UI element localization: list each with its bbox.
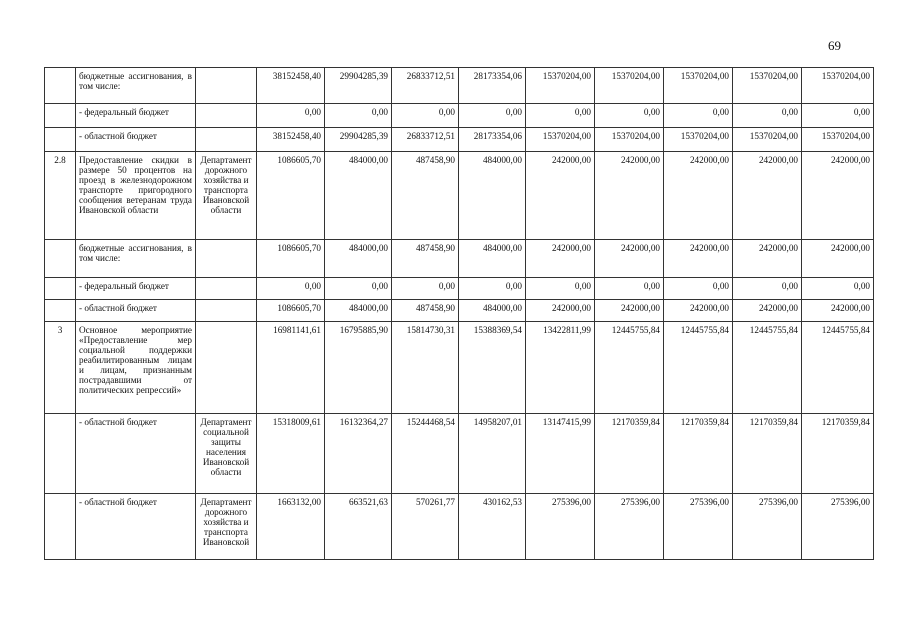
table-row bbox=[45, 128, 874, 152]
row-number: 2.8 bbox=[45, 152, 76, 240]
row-number bbox=[45, 68, 76, 104]
value-cell: 15370204,00 bbox=[802, 128, 874, 152]
row-executor: Департамент дорожного хозяйства и транспорта Ивановской bbox=[196, 494, 257, 560]
row-name: - федеральный бюджет bbox=[76, 278, 196, 300]
value-cell: 242000,00 bbox=[664, 300, 733, 322]
row-executor bbox=[196, 68, 257, 104]
row-executor bbox=[196, 104, 257, 128]
value-cell: 0,00 bbox=[392, 104, 459, 128]
row-number bbox=[45, 494, 76, 560]
table-row bbox=[45, 68, 874, 104]
value-cell: 275396,00 bbox=[526, 494, 595, 560]
table-row bbox=[45, 414, 874, 494]
table-row bbox=[45, 494, 874, 560]
value-cell: 38152458,40 bbox=[257, 68, 325, 104]
table-row bbox=[45, 240, 874, 278]
value-cell: 0,00 bbox=[664, 104, 733, 128]
value-cell: 15370204,00 bbox=[733, 68, 802, 104]
value-cell: 16795885,90 bbox=[325, 322, 392, 414]
value-cell: 16132364,27 bbox=[325, 414, 392, 494]
value-cell: 242000,00 bbox=[595, 240, 664, 278]
table-row bbox=[45, 104, 874, 128]
value-cell: 12170359,84 bbox=[595, 414, 664, 494]
value-cell: 275396,00 bbox=[802, 494, 874, 560]
value-cell: 13147415,99 bbox=[526, 414, 595, 494]
value-cell: 242000,00 bbox=[595, 152, 664, 240]
value-cell: 28173354,06 bbox=[459, 68, 526, 104]
value-cell: 242000,00 bbox=[526, 300, 595, 322]
value-cell: 12445755,84 bbox=[664, 322, 733, 414]
row-executor: Департамент социальной защиты населения Ивановской области bbox=[196, 414, 257, 494]
value-cell: 0,00 bbox=[526, 104, 595, 128]
value-cell: 487458,90 bbox=[392, 300, 459, 322]
row-name: - областной бюджет bbox=[76, 494, 196, 560]
row-executor bbox=[196, 300, 257, 322]
value-cell: 0,00 bbox=[733, 278, 802, 300]
value-cell: 484000,00 bbox=[459, 152, 526, 240]
value-cell: 242000,00 bbox=[733, 240, 802, 278]
row-number bbox=[45, 128, 76, 152]
value-cell: 1086605,70 bbox=[257, 152, 325, 240]
row-name: - областной бюджет bbox=[76, 300, 196, 322]
value-cell: 242000,00 bbox=[802, 240, 874, 278]
row-number bbox=[45, 104, 76, 128]
value-cell: 663521,63 bbox=[325, 494, 392, 560]
value-cell: 242000,00 bbox=[526, 240, 595, 278]
row-executor bbox=[196, 322, 257, 414]
value-cell: 0,00 bbox=[325, 278, 392, 300]
value-cell: 0,00 bbox=[595, 278, 664, 300]
value-cell: 275396,00 bbox=[595, 494, 664, 560]
value-cell: 242000,00 bbox=[802, 300, 874, 322]
value-cell: 15370204,00 bbox=[733, 128, 802, 152]
row-name: бюджетные ассигнования, в том числе: bbox=[76, 68, 196, 104]
value-cell: 28173354,06 bbox=[459, 128, 526, 152]
value-cell: 487458,90 bbox=[392, 240, 459, 278]
value-cell: 1086605,70 bbox=[257, 300, 325, 322]
value-cell: 0,00 bbox=[459, 278, 526, 300]
row-executor bbox=[196, 128, 257, 152]
value-cell: 275396,00 bbox=[664, 494, 733, 560]
row-executor bbox=[196, 240, 257, 278]
page-number: 69 bbox=[828, 38, 841, 53]
value-cell: 275396,00 bbox=[733, 494, 802, 560]
value-cell: 26833712,51 bbox=[392, 128, 459, 152]
value-cell: 484000,00 bbox=[325, 300, 392, 322]
value-cell: 15370204,00 bbox=[664, 68, 733, 104]
row-name: - областной бюджет bbox=[76, 128, 196, 152]
table-row bbox=[45, 278, 874, 300]
value-cell: 15318009,61 bbox=[257, 414, 325, 494]
value-cell: 242000,00 bbox=[526, 152, 595, 240]
table-row bbox=[45, 300, 874, 322]
value-cell: 484000,00 bbox=[459, 240, 526, 278]
value-cell: 570261,77 bbox=[392, 494, 459, 560]
value-cell: 0,00 bbox=[459, 104, 526, 128]
value-cell: 38152458,40 bbox=[257, 128, 325, 152]
value-cell: 26833712,51 bbox=[392, 68, 459, 104]
row-name: - федеральный бюджет bbox=[76, 104, 196, 128]
value-cell: 242000,00 bbox=[733, 152, 802, 240]
row-executor bbox=[196, 278, 257, 300]
value-cell: 0,00 bbox=[257, 104, 325, 128]
row-number bbox=[45, 300, 76, 322]
row-number bbox=[45, 278, 76, 300]
value-cell: 12170359,84 bbox=[664, 414, 733, 494]
value-cell: 242000,00 bbox=[664, 240, 733, 278]
value-cell: 13422811,99 bbox=[526, 322, 595, 414]
value-cell: 484000,00 bbox=[459, 300, 526, 322]
value-cell: 1663132,00 bbox=[257, 494, 325, 560]
row-number bbox=[45, 240, 76, 278]
value-cell: 14958207,01 bbox=[459, 414, 526, 494]
table-row bbox=[45, 152, 874, 240]
value-cell: 0,00 bbox=[802, 104, 874, 128]
value-cell: 0,00 bbox=[257, 278, 325, 300]
value-cell: 0,00 bbox=[802, 278, 874, 300]
value-cell: 12445755,84 bbox=[733, 322, 802, 414]
row-executor: Департамент дорожного хозяйства и транспорта Ивановской области bbox=[196, 152, 257, 240]
value-cell: 12170359,84 bbox=[802, 414, 874, 494]
value-cell: 15388369,54 bbox=[459, 322, 526, 414]
value-cell: 15370204,00 bbox=[595, 128, 664, 152]
row-name: - областной бюджет bbox=[76, 414, 196, 494]
table-row bbox=[45, 322, 874, 414]
value-cell: 430162,53 bbox=[459, 494, 526, 560]
value-cell: 242000,00 bbox=[664, 152, 733, 240]
row-name: Предоставление скидки в размере 50 процентов на проезд в железнодорожном транспорте пригородного сообщения ветеранам труда Ивановской области bbox=[76, 152, 196, 240]
value-cell: 15370204,00 bbox=[526, 128, 595, 152]
value-cell: 29904285,39 bbox=[325, 128, 392, 152]
value-cell: 0,00 bbox=[595, 104, 664, 128]
value-cell: 15814730,31 bbox=[392, 322, 459, 414]
value-cell: 16981141,61 bbox=[257, 322, 325, 414]
value-cell: 242000,00 bbox=[595, 300, 664, 322]
value-cell: 15370204,00 bbox=[802, 68, 874, 104]
value-cell: 0,00 bbox=[325, 104, 392, 128]
value-cell: 12445755,84 bbox=[802, 322, 874, 414]
value-cell: 12170359,84 bbox=[733, 414, 802, 494]
row-number bbox=[45, 414, 76, 494]
value-cell: 487458,90 bbox=[392, 152, 459, 240]
value-cell: 0,00 bbox=[664, 278, 733, 300]
value-cell: 0,00 bbox=[392, 278, 459, 300]
value-cell: 484000,00 bbox=[325, 152, 392, 240]
row-name: Основное мероприятие «Предоставление мер социальной поддержки реабилитированным лицам и лицам, признанным пострадавшими от политических репрессий» bbox=[76, 322, 196, 414]
budget-table bbox=[44, 67, 874, 560]
value-cell: 484000,00 bbox=[325, 240, 392, 278]
value-cell: 15370204,00 bbox=[595, 68, 664, 104]
value-cell: 15244468,54 bbox=[392, 414, 459, 494]
value-cell: 1086605,70 bbox=[257, 240, 325, 278]
value-cell: 12445755,84 bbox=[595, 322, 664, 414]
value-cell: 29904285,39 bbox=[325, 68, 392, 104]
value-cell: 242000,00 bbox=[802, 152, 874, 240]
value-cell: 242000,00 bbox=[733, 300, 802, 322]
row-number: 3 bbox=[45, 322, 76, 414]
value-cell: 15370204,00 bbox=[664, 128, 733, 152]
row-name: бюджетные ассигнования, в том числе: bbox=[76, 240, 196, 278]
value-cell: 0,00 bbox=[526, 278, 595, 300]
value-cell: 15370204,00 bbox=[526, 68, 595, 104]
value-cell: 0,00 bbox=[733, 104, 802, 128]
